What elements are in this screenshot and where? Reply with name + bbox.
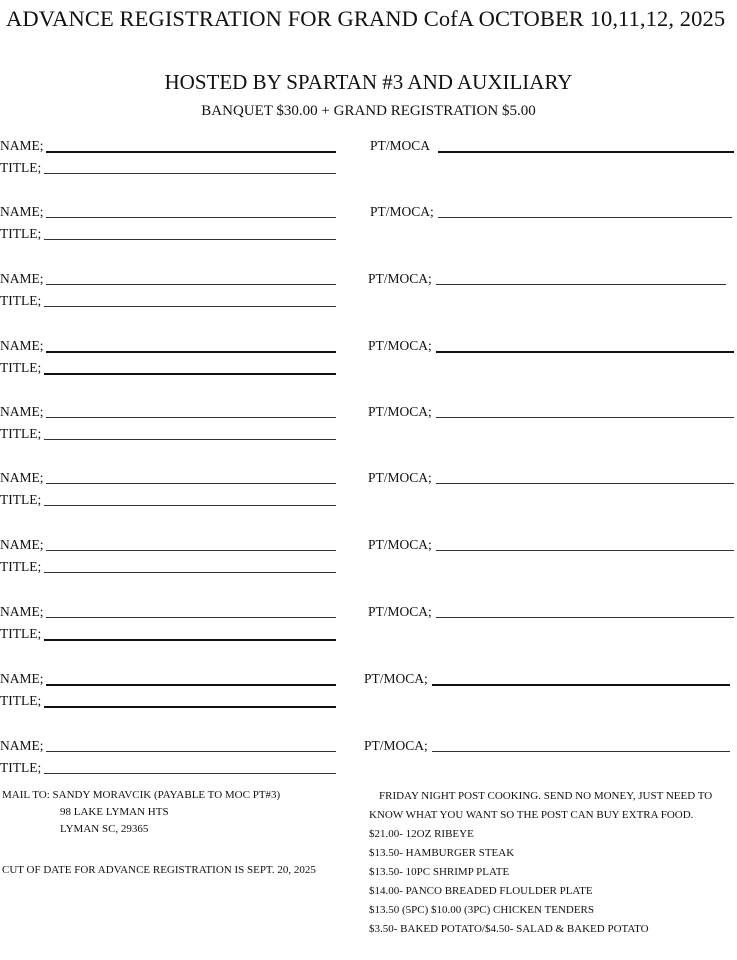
- pt-moca-label: PT/MOCA;: [368, 537, 432, 552]
- name-field[interactable]: [46, 617, 336, 618]
- registration-entry: [0, 271, 737, 315]
- name-field[interactable]: [46, 483, 336, 484]
- title-field[interactable]: [44, 639, 336, 641]
- pt-moca-field[interactable]: [436, 617, 734, 618]
- registration-entry: [0, 738, 737, 782]
- title-label: TITLE;: [0, 160, 42, 175]
- name-label: NAME;: [0, 671, 44, 686]
- name-label: NAME;: [0, 738, 44, 753]
- menu-item: $13.50- 10PC SHRIMP PLATE: [369, 866, 510, 878]
- title-field[interactable]: [44, 773, 336, 774]
- pt-moca-label: PT/MOCA;: [368, 404, 432, 419]
- address-line-2: LYMAN SC, 29365: [60, 823, 149, 835]
- friday-cooking-info: [369, 787, 735, 939]
- pt-moca-label: PT/MOCA;: [368, 338, 432, 353]
- pt-moca-label: PT/MOCA;: [368, 604, 432, 619]
- mail-to-line: MAIL TO: SANDY MORAVCIK (PAYABLE TO MOC PT#3): [2, 789, 281, 801]
- registration-entry: [0, 138, 737, 182]
- pt-moca-field[interactable]: [432, 751, 730, 752]
- registration-entry: [0, 338, 737, 382]
- title-field[interactable]: [44, 572, 336, 573]
- title-field[interactable]: [44, 239, 336, 240]
- pt-moca-field[interactable]: [436, 284, 726, 285]
- title-label: TITLE;: [0, 693, 42, 708]
- cutoff-notice: CUT OF DATE FOR ADVANCE REGISTRATION IS SEPT. 20, 2025: [2, 864, 316, 876]
- pt-moca-label: PT/MOCA;: [370, 204, 434, 219]
- title-label: TITLE;: [0, 626, 42, 641]
- mailing-info: [2, 787, 280, 838]
- name-field[interactable]: [46, 684, 336, 686]
- pt-moca-field[interactable]: [438, 151, 734, 153]
- pt-moca-field[interactable]: [436, 550, 734, 551]
- name-field[interactable]: [46, 550, 336, 551]
- title-label: TITLE;: [0, 760, 42, 775]
- registration-entry: [0, 404, 737, 448]
- name-label: NAME;: [0, 271, 44, 286]
- title-label: TITLE;: [0, 492, 42, 507]
- pt-moca-label: PT/MOCA;: [368, 470, 432, 485]
- registration-entry: [0, 470, 737, 514]
- title-label: TITLE;: [0, 293, 42, 308]
- title-label: TITLE;: [0, 226, 42, 241]
- name-field[interactable]: [46, 151, 336, 153]
- name-label: NAME;: [0, 204, 44, 219]
- title-field[interactable]: [44, 706, 336, 708]
- page-title: ADVANCE REGISTRATION FOR GRAND CofA OCTOBER 10,11,12, 2025: [6, 6, 726, 31]
- registration-entry: [0, 604, 737, 648]
- title-field[interactable]: [44, 439, 336, 440]
- pt-moca-label: PT/MOCA;: [364, 738, 428, 753]
- registration-entry: [0, 671, 737, 715]
- name-label: NAME;: [0, 470, 44, 485]
- name-label: NAME;: [0, 138, 44, 153]
- registration-entry: [0, 537, 737, 581]
- pt-moca-field[interactable]: [436, 417, 734, 418]
- pt-moca-field[interactable]: [438, 217, 732, 218]
- name-label: NAME;: [0, 537, 44, 552]
- address-line-1: 98 LAKE LYMAN HTS: [60, 806, 169, 818]
- name-label: NAME;: [0, 404, 44, 419]
- hosted-by-heading: HOSTED BY SPARTAN #3 AND AUXILIARY: [164, 70, 573, 94]
- title-field[interactable]: [44, 173, 336, 174]
- title-field[interactable]: [44, 306, 336, 307]
- menu-item: $21.00- 12OZ RIBEYE: [369, 828, 474, 840]
- pt-moca-label: PT/MOCA;: [364, 671, 428, 686]
- title-label: TITLE;: [0, 360, 42, 375]
- title-label: TITLE;: [0, 426, 42, 441]
- name-label: NAME;: [0, 604, 44, 619]
- name-field[interactable]: [46, 217, 336, 218]
- name-field[interactable]: [46, 751, 336, 752]
- menu-item: $14.00- PANCO BREADED FLOULDER PLATE: [369, 885, 593, 897]
- pt-moca-label: PT/MOCA;: [368, 271, 432, 286]
- name-label: NAME;: [0, 338, 44, 353]
- registration-entry: [0, 204, 737, 248]
- pt-moca-label: PT/MOCA: [370, 138, 431, 153]
- title-field[interactable]: [44, 373, 336, 375]
- pricing-subheading: BANQUET $30.00 + GRAND REGISTRATION $5.00: [201, 103, 536, 119]
- menu-list: [369, 825, 735, 939]
- pt-moca-field[interactable]: [436, 351, 734, 353]
- title-label: TITLE;: [0, 559, 42, 574]
- menu-item: $13.50 (5PC) $10.00 (3PC) CHICKEN TENDERS: [369, 904, 595, 916]
- menu-item: $13.50- HAMBURGER STEAK: [369, 847, 515, 859]
- menu-item: $3.50- BAKED POTATO/$4.50- SALAD & BAKED POTATO: [369, 923, 649, 935]
- pt-moca-field[interactable]: [432, 684, 730, 686]
- title-field[interactable]: [44, 505, 336, 506]
- name-field[interactable]: [46, 284, 336, 285]
- name-field[interactable]: [46, 417, 336, 418]
- friday-intro: FRIDAY NIGHT POST COOKING. SEND NO MONEY, JUST NEED TO KNOW WHAT YOU WANT SO THE POST CAN BUY EXTRA FOOD.: [369, 790, 713, 821]
- name-field[interactable]: [46, 351, 336, 353]
- pt-moca-field[interactable]: [436, 483, 734, 484]
